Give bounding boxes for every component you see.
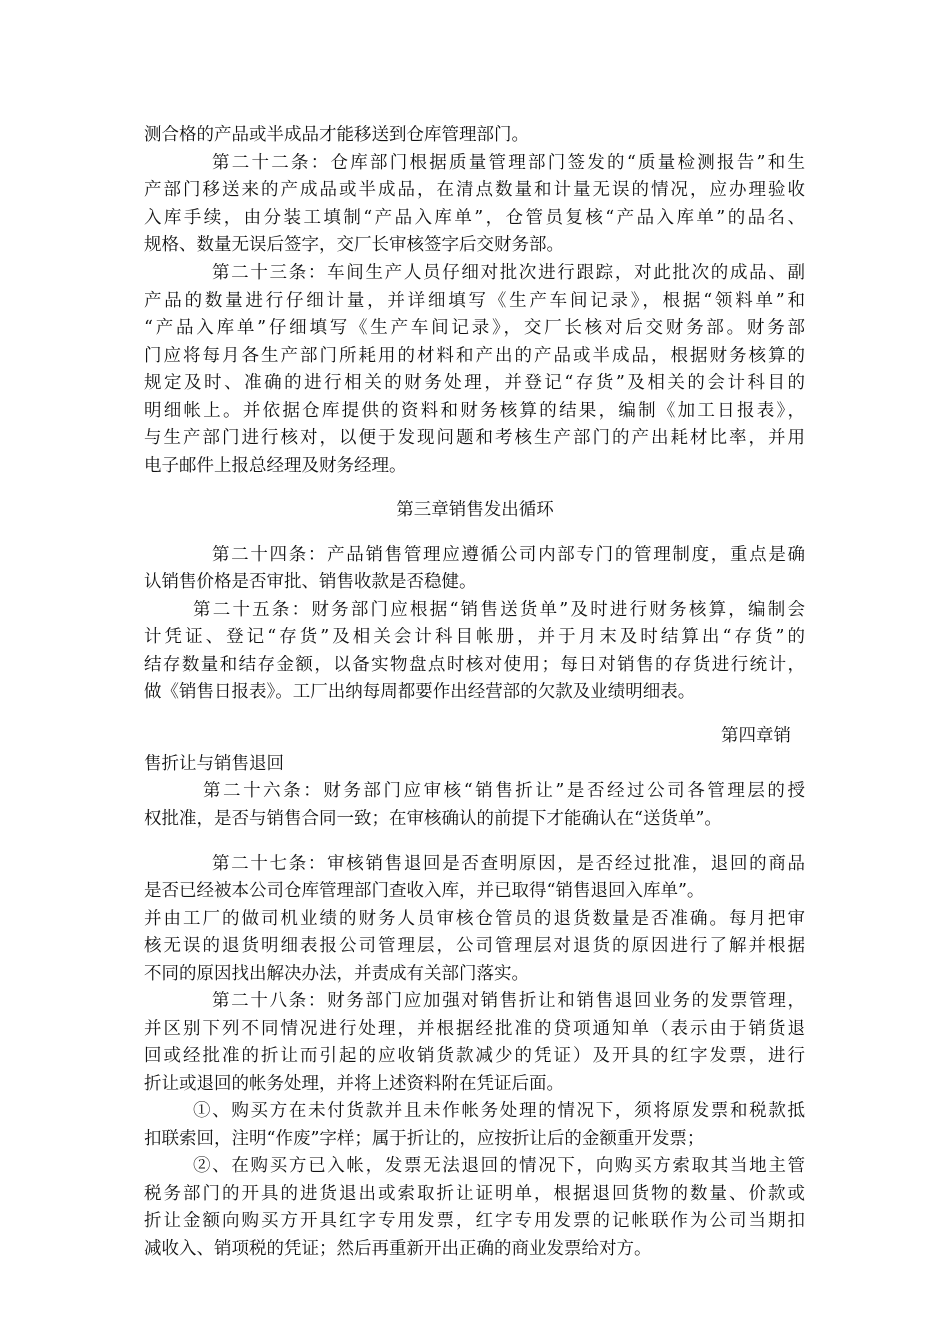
text-line: 做《销售日报表》。工厂出纳每周都要作出经营部的欠款及业绩明细表。 bbox=[144, 682, 696, 702]
text-line: 产品的数量进行仔细计量，并详细填写《生产车间记录》，根据“领料单”和 bbox=[144, 291, 805, 311]
text-line: 门应将每月各生产部门所耗用的材料和产出的产品或半成品，根据财务核算的 bbox=[144, 346, 805, 366]
item-1-heading: ①、购买方在未付货款并且未作帐务处理的情况下，须将原发票和税款抵 bbox=[193, 1101, 805, 1121]
text-line: 折让或退回的帐务处理，并将上述资料附在凭证后面。 bbox=[144, 1074, 564, 1094]
article-26-heading: 第二十六条：财务部门应审核“销售折让”是否经过公司各管理层的授 bbox=[203, 781, 805, 801]
text-line: 明细帐上。并依据仓库提供的资料和财务核算的结果，编制《加工日报表》， bbox=[144, 401, 805, 421]
chapter-3-title: 第三章销售发出循环 bbox=[396, 500, 554, 520]
article-24-heading: 第二十四条：产品销售管理应遵循公司内部专门的管理制度，重点是确 bbox=[212, 545, 805, 565]
text-line: 规格、数量无误后签字，交厂长审核签字后交财务部。 bbox=[144, 235, 564, 255]
text-line: 权批准，是否与销售合同一致；在审核确认的前提下才能确认在“送货单”。 bbox=[144, 809, 722, 829]
text-line: 结存数量和结存金额，以备实物盘点时核对使用；每日对销售的存货进行统计， bbox=[144, 655, 805, 675]
text-line: 入库手续，由分装工填制“产品入库单”，仓管员复核“产品入库单”的品名、 bbox=[144, 208, 805, 228]
text-line: 并由工厂的做司机业绩的财务人员审核仓管员的退货数量是否准确。每月把审 bbox=[144, 909, 805, 929]
text-line: 测合格的产品或半成品才能移送到仓库管理部门。 bbox=[144, 125, 529, 145]
article-28-heading: 第二十八条：财务部门应加强对销售折让和销售退回业务的发票管理， bbox=[212, 991, 805, 1011]
text-line: 产部门移送来的产成品或半成品，在清点数量和计量无误的情况，应办理验收 bbox=[144, 180, 805, 200]
text-line: 核无误的退货明细表报公司管理层，公司管理层对退货的原因进行了解并根据 bbox=[144, 936, 805, 956]
text-line: 规定及时、准确的进行相关的财务处理，并登记“存货”及相关的会计科目的 bbox=[144, 373, 805, 393]
text-line: 回或经批准的折让而引起的应收销货款减少的凭证）及开具的红字发票，进行 bbox=[144, 1046, 805, 1066]
text-line: 电子邮件上报总经理及财务经理。 bbox=[144, 456, 407, 476]
text-line: 与生产部门进行核对，以便于发现问题和考核生产部门的产出耗材比率，并用 bbox=[144, 428, 805, 448]
text-line: 计凭证、登记“存货”及相关会计科目帐册，并于月末及时结算出“存货”的 bbox=[144, 627, 805, 647]
text-line: 认销售价格是否审批、销售收款是否稳健。 bbox=[144, 572, 477, 592]
article-22-heading: 第二十二条：仓库部门根据质量管理部门签发的“质量检测报告”和生 bbox=[212, 153, 805, 173]
article-23-heading: 第二十三条：车间生产人员仔细对批次进行跟踪，对此批次的成品、副 bbox=[212, 263, 805, 283]
text-line: 并区别下列不同情况进行处理，并根据经批准的贷项通知单（表示由于销货退 bbox=[144, 1019, 805, 1039]
item-2-heading: ②、在购买方已入帐，发票无法退回的情况下，向购买方索取其当地主管 bbox=[193, 1156, 805, 1176]
article-27-heading: 第二十七条：审核销售退回是否查明原因，是否经过批准，退回的商品 bbox=[212, 854, 805, 874]
text-line: “产品入库单”仔细填写《生产车间记录》，交厂长核对后交财务部。财务部 bbox=[144, 318, 805, 338]
text-line: 税务部门的开具的进货退出或索取折让证明单，根据退回货物的数量、价款或 bbox=[144, 1184, 805, 1204]
chapter-4-title-part2: 售折让与销售退回 bbox=[144, 754, 284, 774]
text-line: 折让金额向购买方开具红字专用发票，红字专用发票的记帐联作为公司当期扣 bbox=[144, 1211, 805, 1231]
text-line: 不同的原因找出解决办法，并责成有关部门落实。 bbox=[144, 964, 529, 984]
text-line: 是否已经被本公司仓库管理部门查收入库，并已取得“销售退回入库单”。 bbox=[144, 881, 705, 901]
text-line: 减收入、销项税的凭证；然后再重新开出正确的商业发票给对方。 bbox=[144, 1239, 652, 1259]
chapter-4-title-part1: 第四章销 bbox=[721, 726, 791, 746]
text-line: 扣联索回，注明“作废”字样；属于折让的，应按折让后的金额重开发票； bbox=[144, 1129, 705, 1149]
article-25-heading: 第二十五条：财务部门应根据“销售送货单”及时进行财务核算，编制会 bbox=[193, 600, 805, 620]
